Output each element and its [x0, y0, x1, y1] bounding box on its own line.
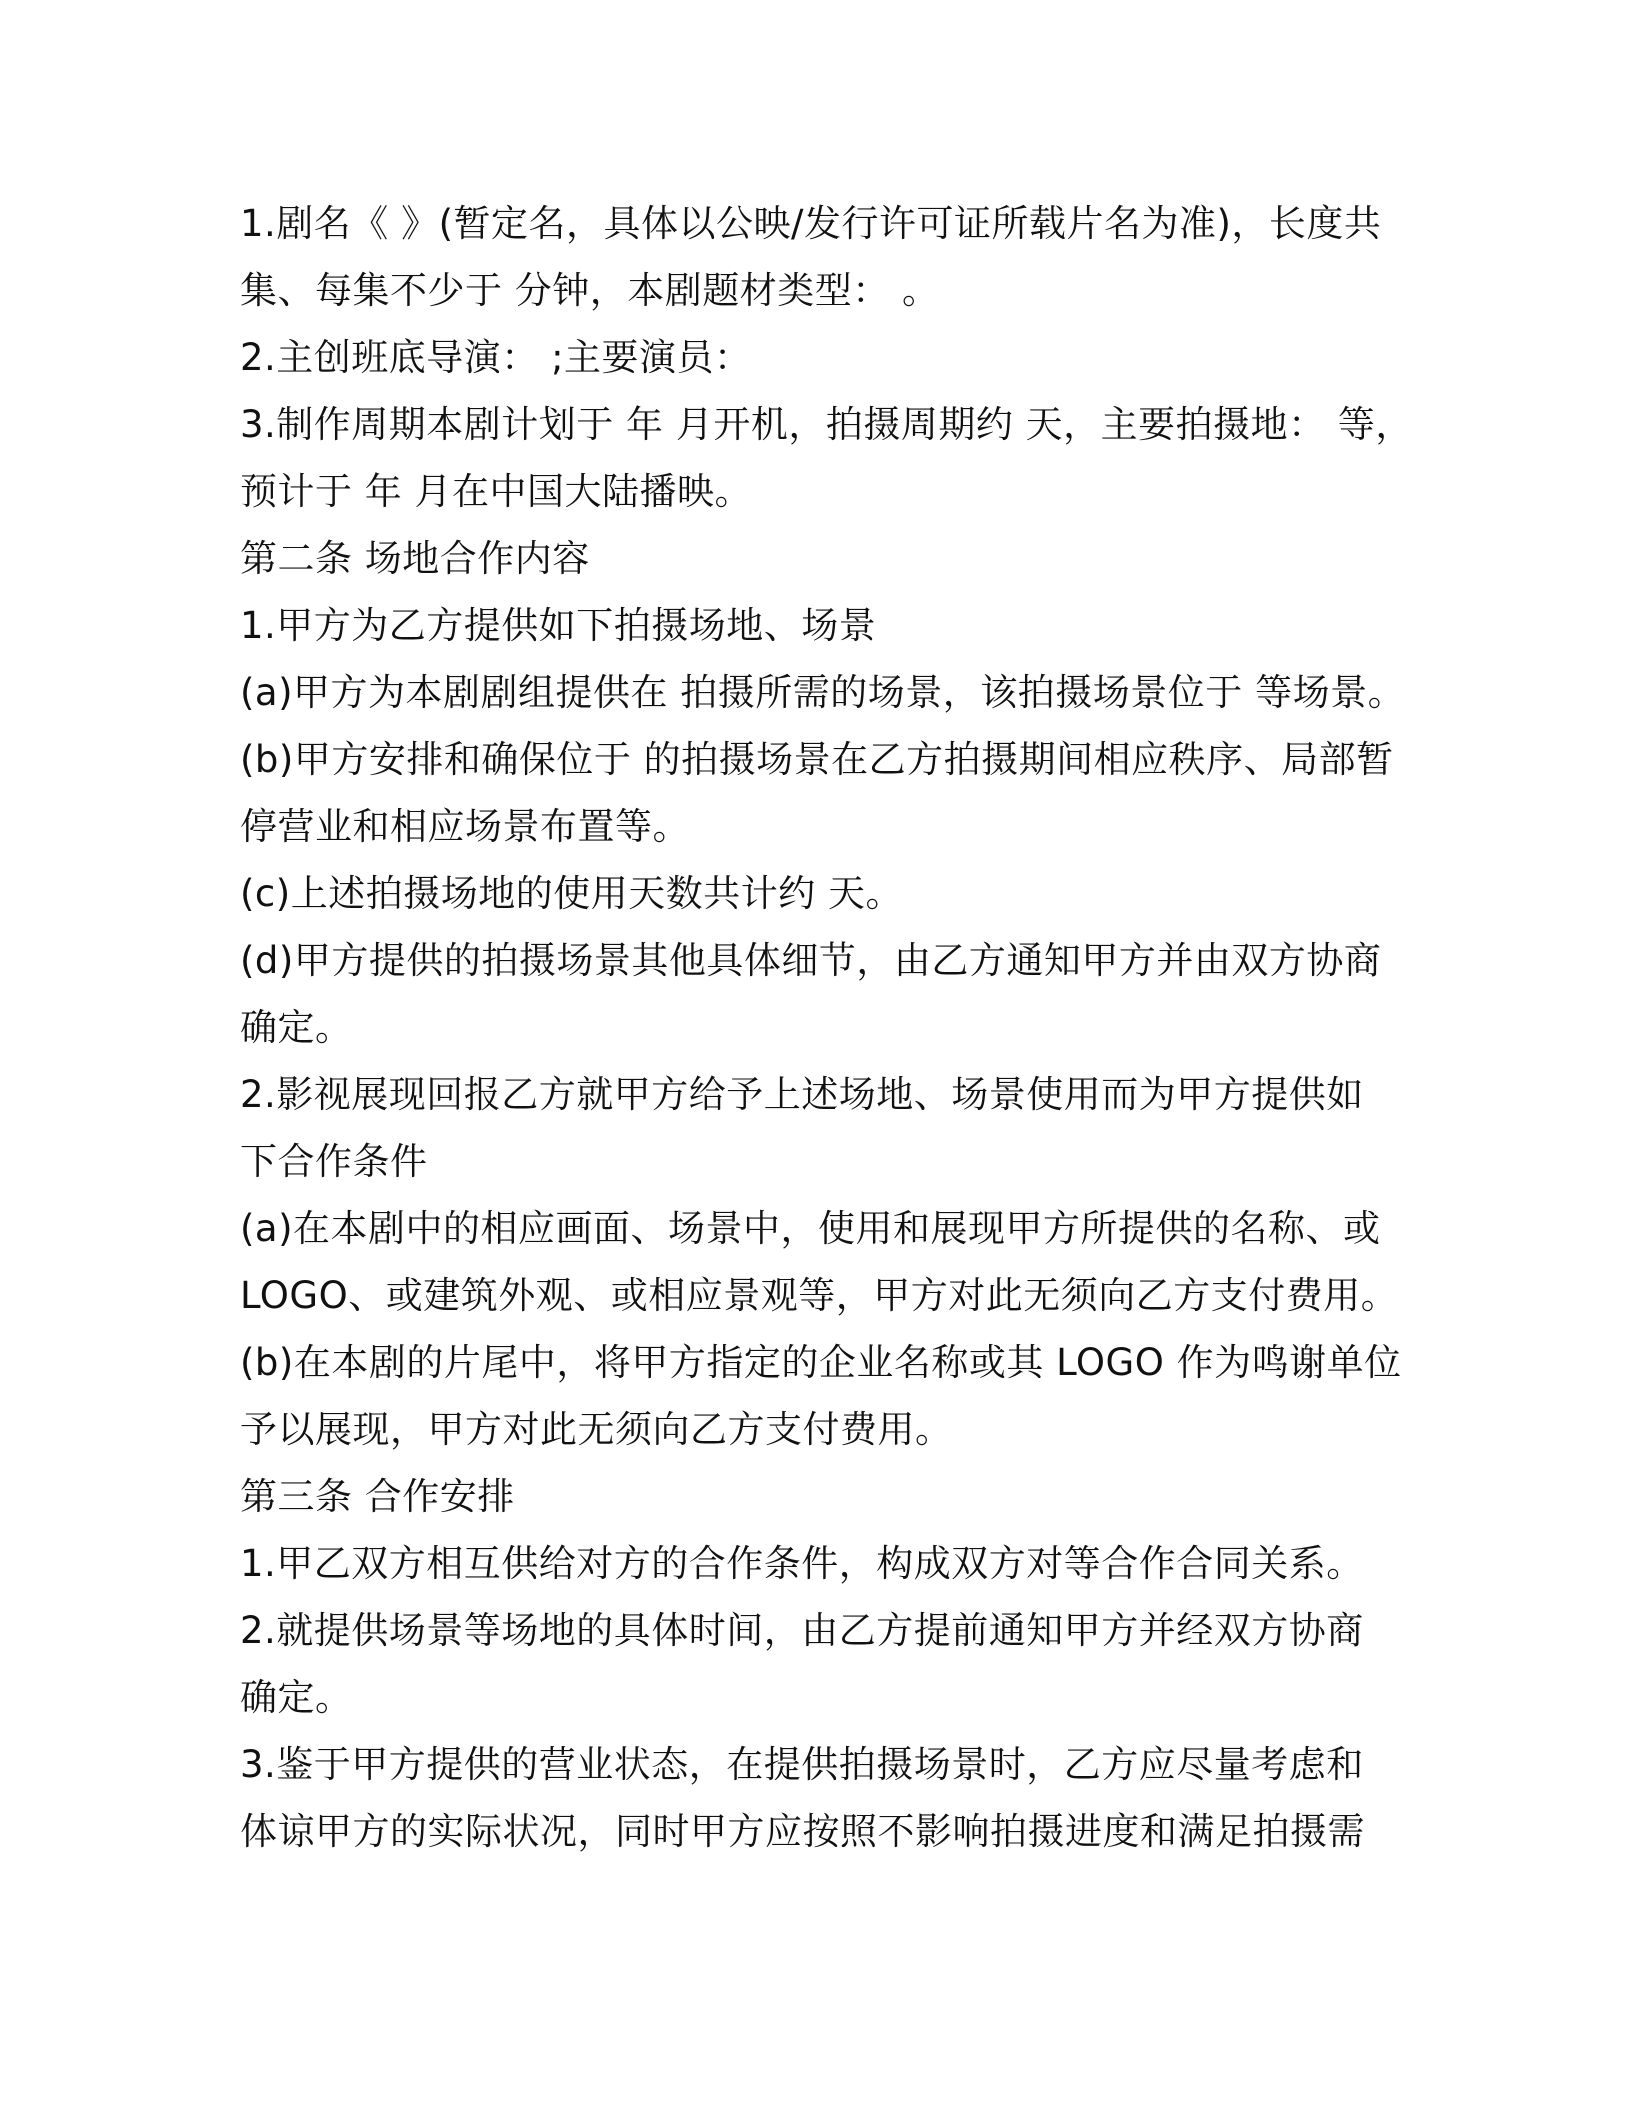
text-line: 1.甲乙双方相互供给对方的合作条件，构成双方对等合作合同关系。: [240, 1542, 1364, 1585]
text-line: 2.就提供场景等场地的具体时间，由乙方提前通知甲方并经双方协商: [240, 1609, 1364, 1652]
text-line: (b)甲方安排和确保位于 的拍摄场景在乙方拍摄期间相应秩序、局部暂: [240, 738, 1394, 781]
text-line: (c)上述拍摄场地的使用天数共计约 天。: [240, 872, 903, 915]
text-line: 预计于 年 月在中国大陆播映。: [240, 470, 753, 513]
text-line: 予以展现，甲方对此无须向乙方支付费用。: [240, 1408, 953, 1451]
document-body: [240, 190, 1413, 1865]
text-line: 确定。: [240, 1006, 353, 1049]
text-line: (b)在本剧的片尾中，将甲方指定的企业名称或其 LOGO 作为鸣谢单位: [240, 1341, 1402, 1384]
text-line: (a)在本剧中的相应画面、场景中，使用和展现甲方所提供的名称、或: [240, 1207, 1381, 1250]
text-line: 1.甲方为乙方提供如下拍摄场地、场景: [240, 604, 877, 647]
text-line: 1.剧名《 》(暂定名，具体以公映/发行许可证所载片名为准)，长度共: [240, 202, 1382, 245]
section-heading: 第二条 场地合作内容: [240, 537, 590, 580]
text-line: LOGO、或建筑外观、或相应景观等，甲方对此无须向乙方支付费用。: [240, 1274, 1399, 1317]
section-heading: 第三条 合作安排: [240, 1475, 515, 1518]
text-line: 3.鉴于甲方提供的营业状态，在提供拍摄场景时，乙方应尽量考虑和: [240, 1743, 1364, 1786]
text-line: (a)甲方为本剧剧组提供在 拍摄所需的场景，该拍摄场景位于 等场景。: [240, 671, 1406, 714]
text-line: 体谅甲方的实际状况，同时甲方应按照不影响拍摄进度和满足拍摄需: [240, 1810, 1365, 1853]
text-line: 确定。: [240, 1676, 353, 1719]
text-line: 3.制作周期本剧计划于 年 月开机，拍摄周期约 天，主要拍摄地： 等，: [240, 403, 1413, 446]
text-line: 下合作条件: [240, 1140, 428, 1183]
text-line: 集、每集不少于 分钟，本剧题材类型： 。: [240, 269, 940, 312]
text-line: 2.影视展现回报乙方就甲方给予上述场地、场景使用而为甲方提供如: [240, 1073, 1364, 1116]
text-line: (d)甲方提供的拍摄场景其他具体细节，由乙方通知甲方并由双方协商: [240, 939, 1382, 982]
text-line: 2.主创班底导演： ;主要演员：: [240, 336, 752, 379]
text-line: 停营业和相应场景布置等。: [240, 805, 690, 848]
